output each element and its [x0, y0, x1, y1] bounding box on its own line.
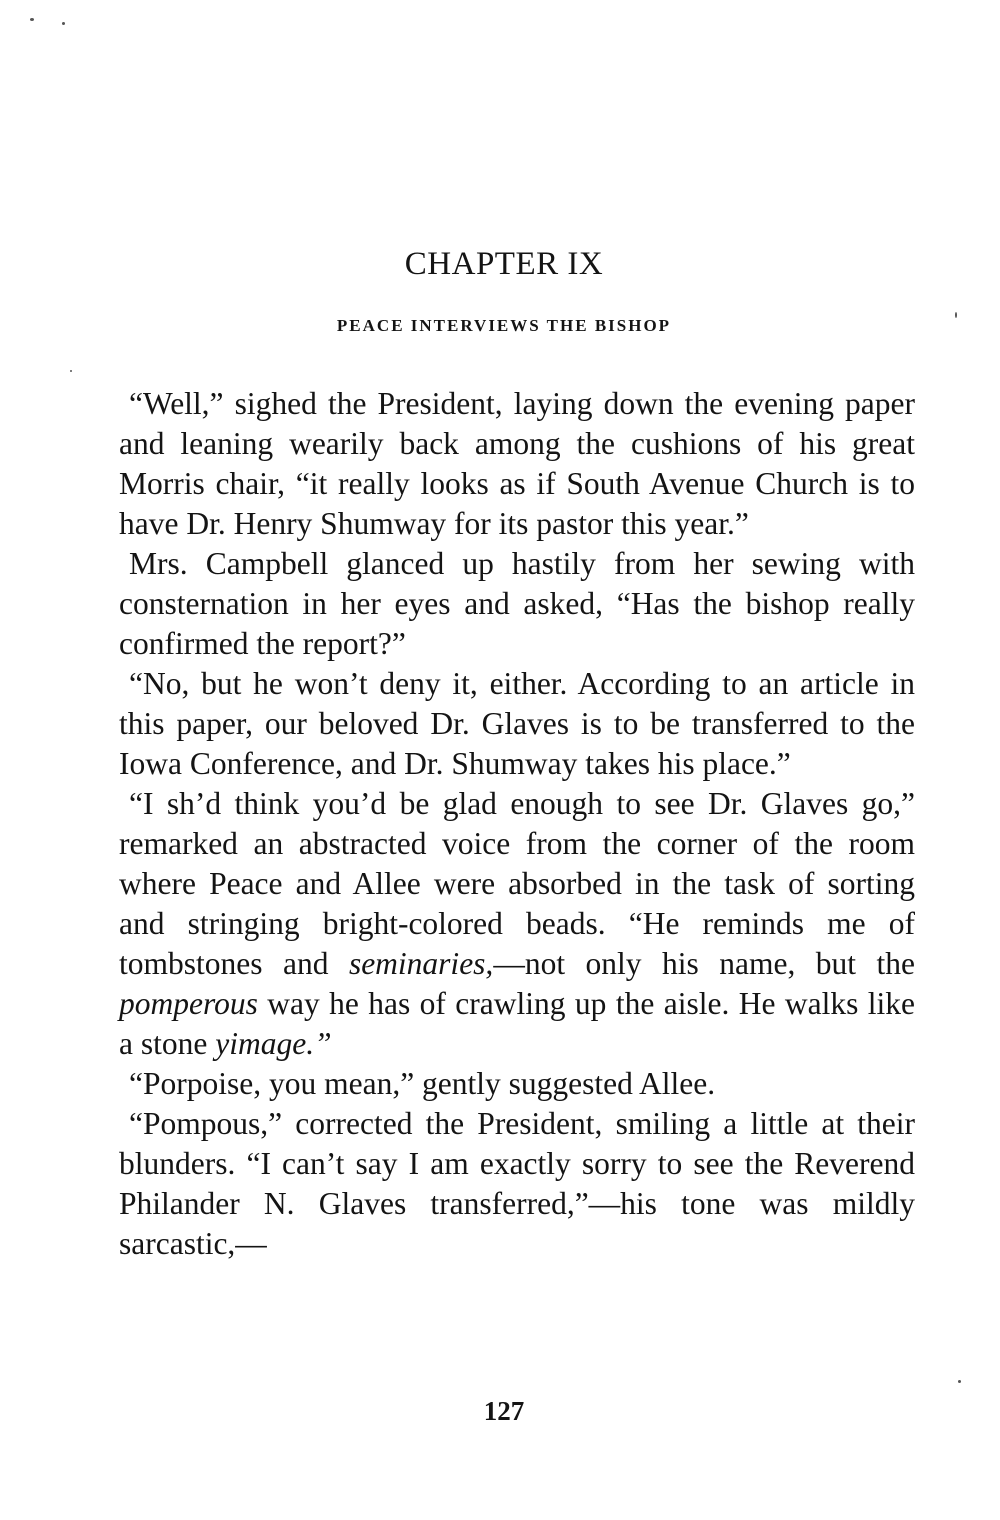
paragraph: [119, 384, 915, 544]
paragraph-text: “Well,” sighed the President, laying down the evening paper and leaning wearily back among the cushions of his great Morris chair, “it really looks as if South Avenue Church is to have Dr. Henry Shumway for its pastor this year.”: [119, 386, 915, 541]
paragraph-text: “No, but he won’t deny it, either. According to an article in this paper, our beloved Dr. Glaves is to be transferred to the Iowa Conference, and Dr. Shumway takes his place.”: [119, 666, 915, 781]
paragraph-text: Mrs. Campbell glanced up hastily from her sewing with consternation in her eyes and asked, “Has the bishop really confirmed the report?”: [119, 546, 915, 661]
paragraph: [119, 1064, 915, 1104]
paragraph: [119, 664, 915, 784]
chapter-title: CHAPTER IX: [404, 246, 604, 282]
scan-speck: [30, 18, 34, 21]
paragraph-text: “I sh’d think you’d be glad enough to see Dr. Glaves go,” remarked an abstracted voice from the corner of the room where Peace and Allee were absorbed in the task of sorting and stringing bright-colored beads. “He reminds me of tombstones and: [119, 786, 915, 981]
scan-speck: [955, 312, 957, 318]
paragraph-text: “Porpoise, you mean,” gently suggested Allee.: [129, 1066, 716, 1101]
page-number: 127: [483, 1396, 525, 1426]
scan-speck: [958, 1380, 961, 1383]
italic-text: seminaries,: [348, 946, 494, 981]
paragraph: [119, 544, 915, 664]
italic-text: pomperous: [119, 986, 258, 1021]
scan-speck: [70, 370, 72, 372]
paragraph: [119, 1104, 915, 1264]
paragraph-text: —not only his name, but the: [493, 946, 915, 981]
paragraph: [119, 784, 915, 1064]
italic-text: yimage.”: [215, 1026, 332, 1061]
paragraph-text: way he has of crawling up the aisle. He walks like a stone: [119, 986, 915, 1061]
chapter-body: [119, 384, 915, 1264]
chapter-subtitle: PEACE INTERVIEWS THE BISHOP: [336, 316, 672, 335]
scan-speck: [62, 22, 65, 25]
paragraph-text: “Pompous,” corrected the President, smiling a little at their blunders. “I can’t say I am exactly sorry to see the Reverend Philander N. Glaves transferred,”—his tone was mildly sarcastic,—: [119, 1106, 915, 1261]
